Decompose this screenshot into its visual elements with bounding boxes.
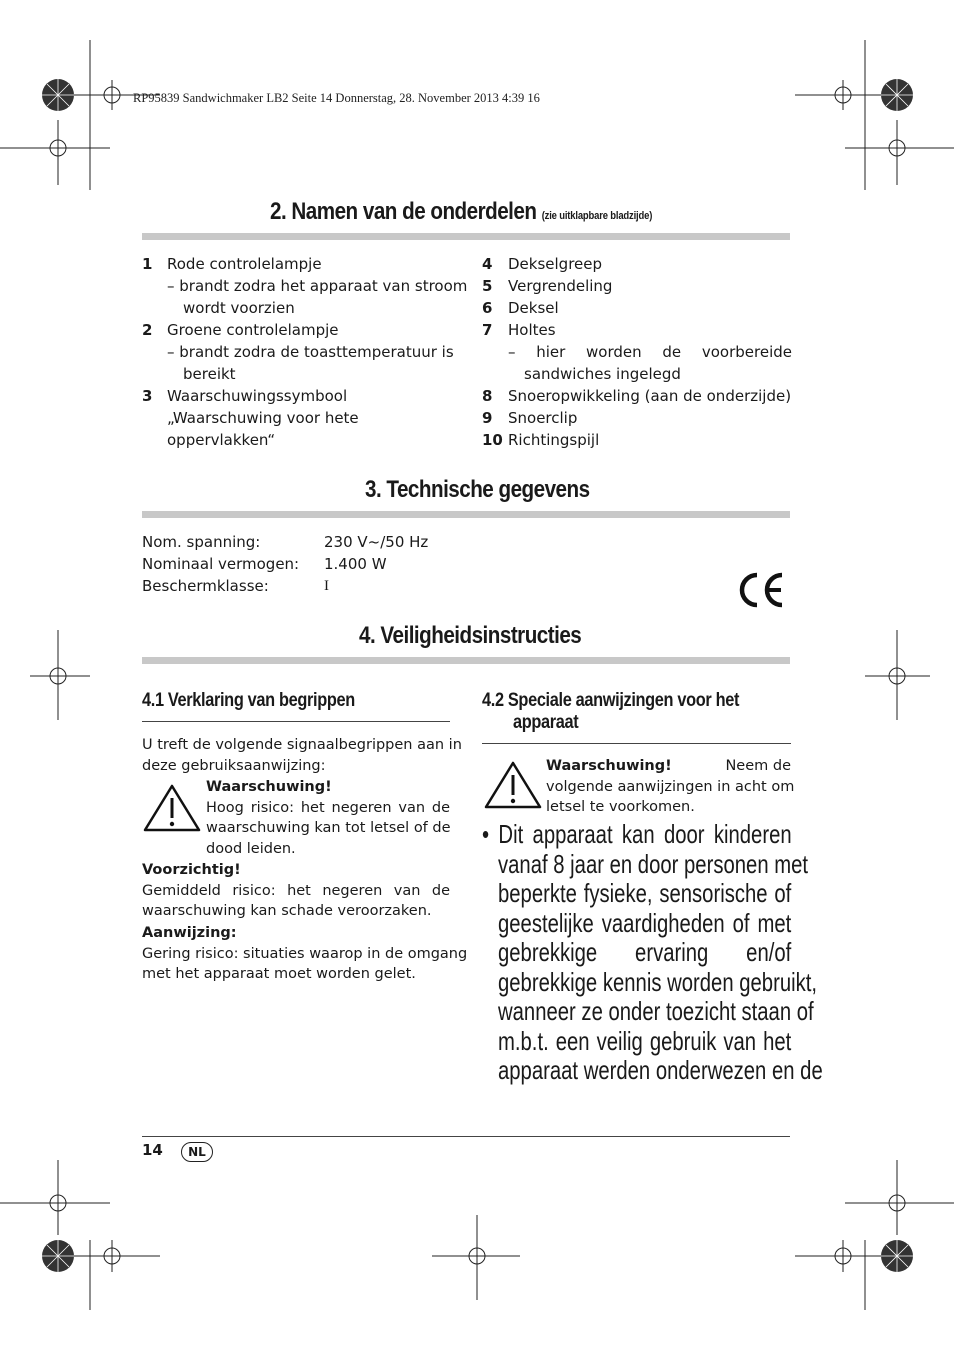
sub41-title: 4.1 Verklaring van begrippen xyxy=(142,690,355,711)
sub42-title xyxy=(482,690,739,734)
bullet-line: apparaat werden onderwezen en de xyxy=(498,1055,823,1085)
note-title: Aanwijzing: xyxy=(142,925,237,941)
item-num: 1 xyxy=(142,255,153,273)
item-label: Waarschuwingssymbool xyxy=(167,387,348,405)
spec-value: 230 V~/50 Hz xyxy=(324,533,429,551)
item-sub: bereikt xyxy=(183,365,236,383)
spec-row xyxy=(142,575,329,597)
warning-definition xyxy=(206,777,450,859)
bullet-line: wanneer ze onder toezicht staan of xyxy=(498,996,814,1026)
list-item xyxy=(142,319,467,341)
safety-bullet xyxy=(482,820,872,1086)
list-item-sub xyxy=(142,363,467,385)
item-sub: – brandt zodra het apparaat van stroom xyxy=(167,277,468,295)
list-item xyxy=(482,319,792,341)
item-num: 9 xyxy=(482,409,493,427)
item-label-cont: „Waarschuwing voor hete xyxy=(167,409,359,427)
item-num: 4 xyxy=(482,255,493,273)
note-line: met het apparaat moet worden gelet. xyxy=(142,966,416,982)
item-label: Richtingspijl xyxy=(508,431,600,449)
item-label: Snoerclip xyxy=(508,409,578,427)
list-item xyxy=(482,407,792,429)
section2-title-note: (zie uitklapbare bladzijde) xyxy=(541,210,653,222)
parts-list-right xyxy=(482,253,792,451)
note-definition xyxy=(142,923,468,985)
item-label: Deksel xyxy=(508,299,559,317)
bullet-line: m.b.t. een veilig gebruik van het xyxy=(498,1025,792,1056)
warning-title: Waarschuwing! xyxy=(546,758,672,774)
sub42-warning-first xyxy=(546,756,791,777)
spec-value: 1.400 W xyxy=(324,555,387,573)
list-item-sub xyxy=(142,275,467,297)
section2-title xyxy=(270,198,652,226)
list-item-sub xyxy=(482,363,792,385)
list-item xyxy=(482,385,792,407)
caution-title: Voorzichtig! xyxy=(142,862,241,878)
print-header: RP95839 Sandwichmaker LB2 Seite 14 Donnerstag, 28. November 2013 4:39 16 xyxy=(133,91,540,105)
list-item-sub xyxy=(482,341,792,363)
ce-mark-icon xyxy=(738,571,786,609)
bullet-line: • Dit apparaat kan door kinderen xyxy=(482,819,792,849)
caution-line: Gemiddeld risico: het negeren van de xyxy=(142,882,450,899)
bullet-line: vanaf 8 jaar en door personen met xyxy=(498,848,809,879)
list-item xyxy=(142,385,467,407)
warning-title: Waarschuwing! xyxy=(206,779,332,795)
list-item-sub xyxy=(142,429,467,451)
spec-value: I xyxy=(324,578,329,594)
section4-title: 4. Veiligheidsinstructies xyxy=(359,622,582,649)
parts-list-left xyxy=(142,253,467,451)
item-num: 7 xyxy=(482,321,493,339)
footer-rule xyxy=(142,1136,790,1137)
sub41-rule xyxy=(142,721,450,722)
item-label: Vergrendeling xyxy=(508,277,613,295)
warning-line: dood leiden. xyxy=(206,840,296,857)
spec-label: Beschermklasse: xyxy=(142,577,269,595)
item-sub: sandwiches ingelegd xyxy=(524,365,681,383)
bullet-line: geestelijke vaardigheden of met xyxy=(498,907,792,938)
section3-title: 3. Technische gegevens xyxy=(365,476,590,503)
language-badge: NL xyxy=(181,1142,213,1162)
page-number: 14 xyxy=(142,1141,163,1159)
sub42-rule xyxy=(482,743,791,744)
note-line: Gering risico: situaties waarop in de omgang xyxy=(142,945,468,962)
spec-label: Nom. spanning: xyxy=(142,533,261,551)
item-sub: – brandt zodra de toasttemperatuur is xyxy=(167,343,454,361)
list-item-sub xyxy=(142,341,452,363)
bullet-line: gebrekkige ervaring en/of xyxy=(498,937,792,967)
sub42-title-line: apparaat xyxy=(512,712,579,733)
item-num: 10 xyxy=(482,431,503,449)
intro-line: U treft de volgende signaalbegrippen aan in xyxy=(142,737,462,753)
warning-triangle-icon xyxy=(143,784,201,832)
spec-label: Nominaal vermogen: xyxy=(142,555,300,573)
sub42-title-line: 4.2 Speciale aanwijzingen voor het xyxy=(482,690,740,711)
item-sub: wordt voorzien xyxy=(183,299,295,317)
item-num: 8 xyxy=(482,387,493,405)
list-item xyxy=(482,275,792,297)
spec-row xyxy=(142,531,429,553)
item-label: Dekselgreep xyxy=(508,255,603,273)
warning-triangle-icon xyxy=(484,761,542,809)
intro-line: deze gebruiksaanwijzing: xyxy=(142,757,326,774)
tech-specs xyxy=(142,531,429,597)
warning-line: Hoog risico: het negeren van de xyxy=(206,799,450,816)
list-item xyxy=(482,429,792,451)
item-label: Snoeropwikkeling (aan de onderzijde) xyxy=(508,387,792,405)
warning-line: Neem de xyxy=(725,758,791,774)
list-item-sub xyxy=(142,297,467,319)
item-label: Holtes xyxy=(508,321,556,339)
bullet-line: gebrekkige kennis worden gebruikt, xyxy=(498,966,818,997)
list-item xyxy=(142,253,467,275)
list-item xyxy=(482,297,792,319)
bullet-line: beperkte fysieke, sensorische of xyxy=(498,878,792,908)
item-label-cont: oppervlakken“ xyxy=(167,431,276,449)
item-num: 6 xyxy=(482,299,493,317)
item-num: 2 xyxy=(142,321,153,339)
item-label: Rode controlelampje xyxy=(167,255,322,273)
caution-line: waarschuwing kan schade veroorzaken. xyxy=(142,903,432,919)
section2-rule xyxy=(142,233,790,240)
section2-title-text: 2. Namen van de onderdelen xyxy=(270,198,537,225)
list-item-sub xyxy=(142,407,467,429)
warning-line: waarschuwing kan tot letsel of de xyxy=(206,820,451,836)
item-num: 3 xyxy=(142,387,153,405)
spec-row xyxy=(142,553,387,575)
item-num: 5 xyxy=(482,277,493,295)
sub41-body xyxy=(142,735,462,776)
section3-rule xyxy=(142,511,790,518)
item-sub: – hier worden de voorbereide xyxy=(508,343,792,361)
list-item xyxy=(482,253,792,275)
warning-line: letsel te voorkomen. xyxy=(546,799,695,815)
caution-definition xyxy=(142,860,450,922)
sub42-warning xyxy=(546,756,795,818)
section4-rule xyxy=(142,657,790,664)
item-label: Groene controlelampje xyxy=(167,321,339,339)
warning-line: volgende aanwijzingen in acht om xyxy=(546,778,795,795)
